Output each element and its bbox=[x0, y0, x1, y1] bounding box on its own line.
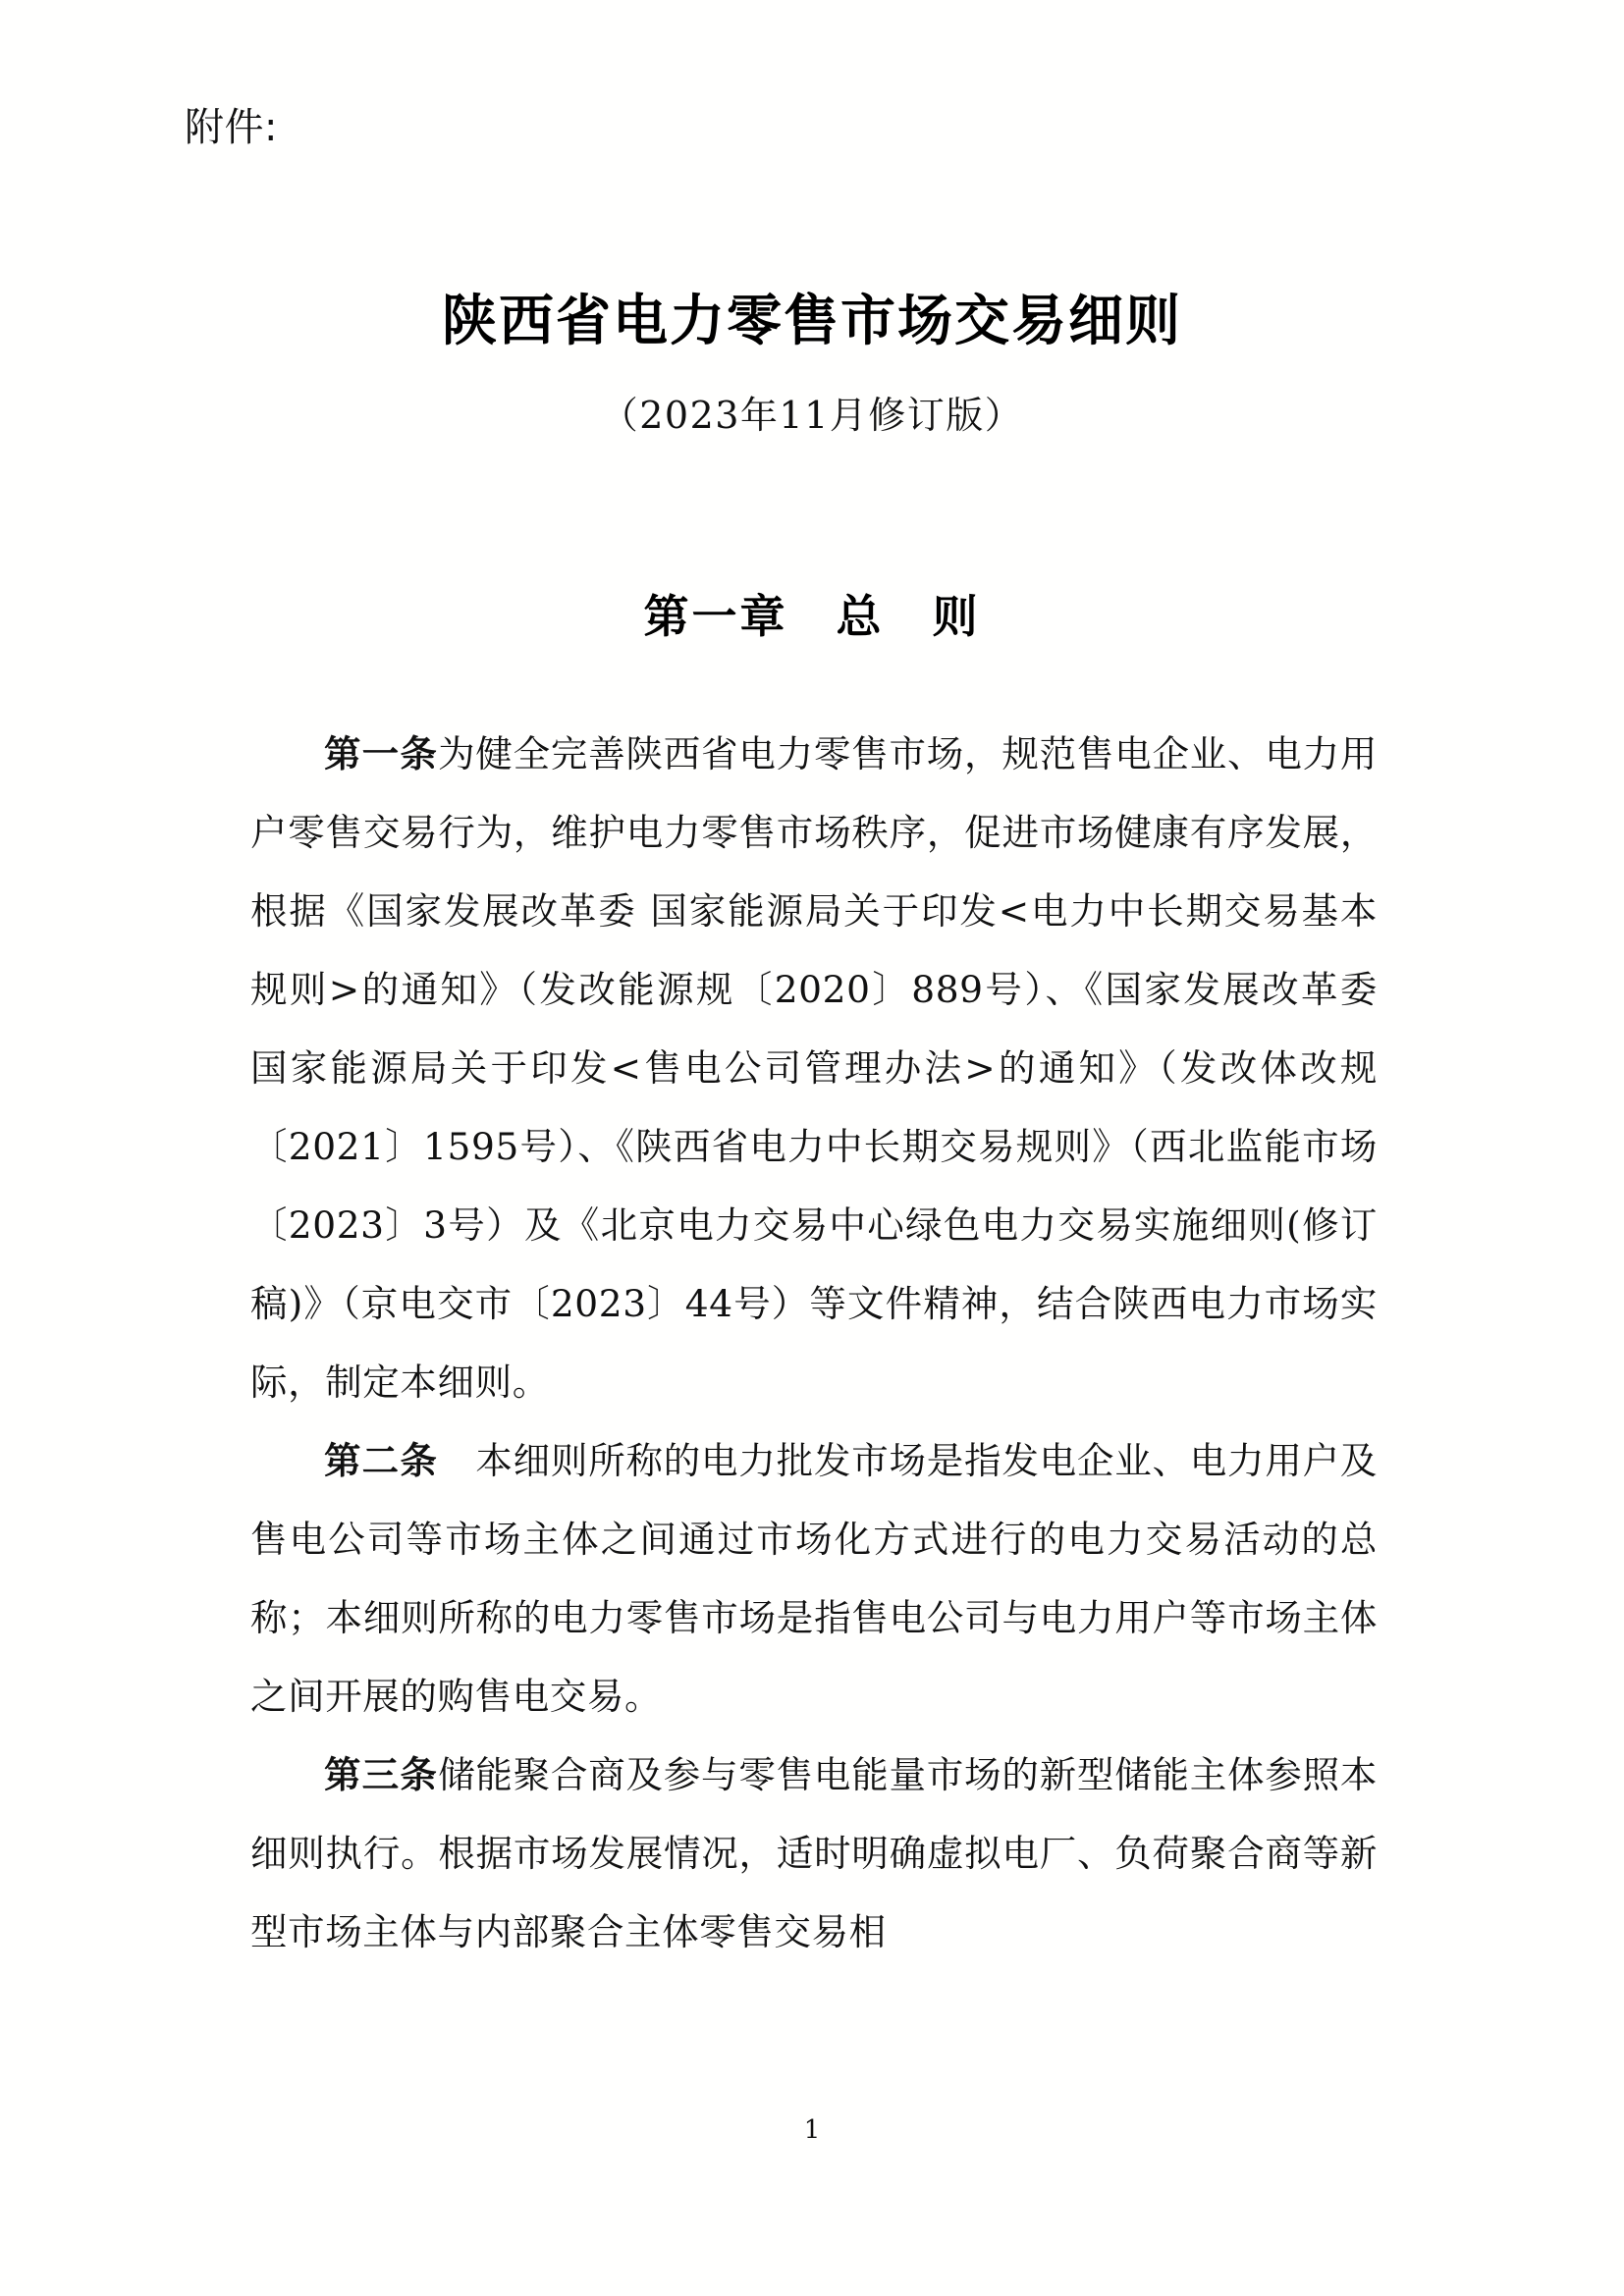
article-2-number: 第二条 bbox=[324, 1439, 439, 1482]
article-2-text: 本细则所称的电力批发市场是指发电企业、电力用户及售电公司等市场主体之间通过市场化方式进行的电力交易活动的总称；本细则所称的电力零售市场是指售电公司与电力用户等市场主体之间开展的购售电交易。 bbox=[250, 1439, 1379, 1718]
article-1-text: 为健全完善陕西省电力零售市场，规范售电企业、电力用户零售交易行为，维护电力零售市场秩序，促进市场健康有序发展，根据《国家发展改革委 国家能源局关于印发<电力中长期交易基本规则>的通知》（发改能源规〔2020〕889号）、《国家发展改革委 国家能源局关于印发<售电公司管理办法>的通知》（发改体改规〔2021〕1595号）、《陕西省电力中长期交易规则》（西北监能市场〔2023〕3号）及《北京电力交易中心绿色电力交易实施细则(修订稿)》（京电交市〔2023〕44号）等文件精神，结合陕西电力市场实际，制定本细则。 bbox=[250, 732, 1379, 1404]
attachment-label: 附件: bbox=[185, 105, 278, 150]
document-subtitle: （2023年11月修订版） bbox=[600, 394, 1024, 437]
page-title: 陕西省电力零售市场交易细则 bbox=[442, 289, 1182, 353]
chapter-heading: 第一章 总 则 bbox=[643, 590, 981, 643]
article-1 bbox=[250, 715, 1378, 1421]
article-3 bbox=[250, 1735, 1378, 1971]
document-body bbox=[250, 715, 1378, 1971]
article-3-number: 第三条 bbox=[324, 1753, 439, 1796]
article-2 bbox=[250, 1421, 1378, 1735]
article-1-number: 第一条 bbox=[324, 732, 439, 775]
page-number: 1 bbox=[803, 2115, 821, 2145]
article-3-text: 储能聚合商及参与零售电能量市场的新型储能主体参照本细则执行。根据市场发展情况，适时明确虚拟电厂、负荷聚合商等新型市场主体与内部聚合主体零售交易相 bbox=[250, 1753, 1379, 1953]
